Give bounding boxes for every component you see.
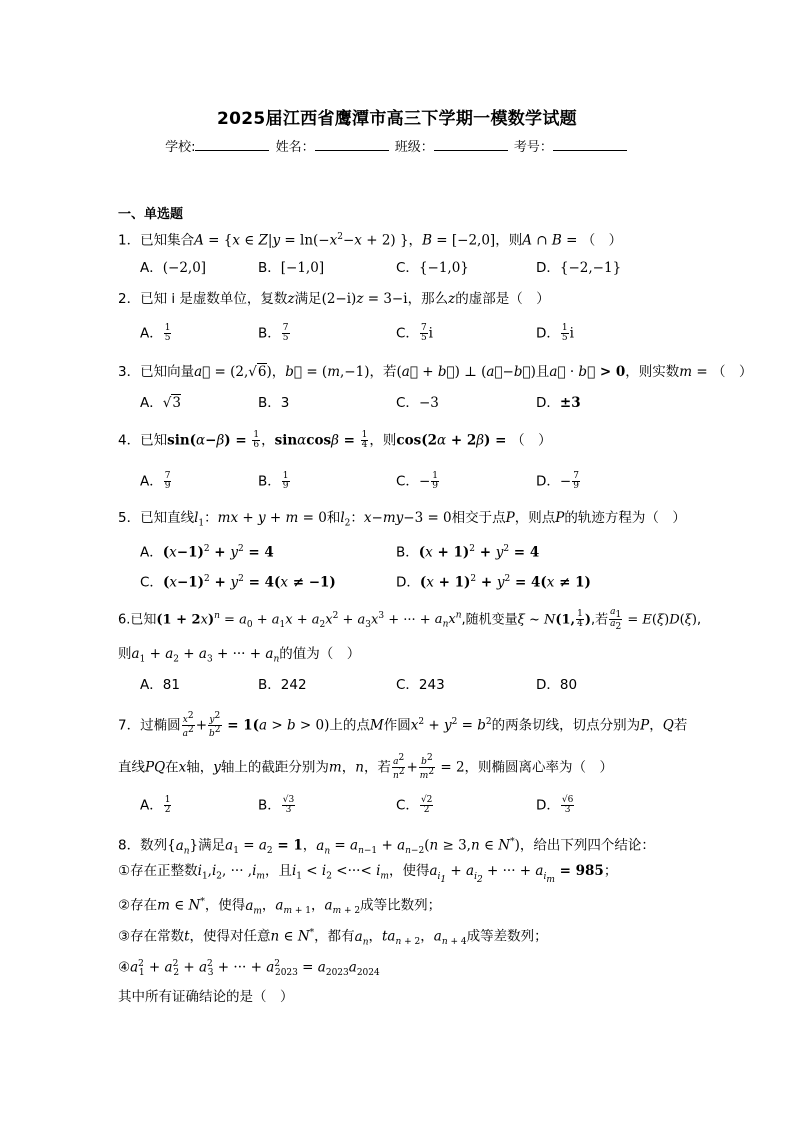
q6-option-d[interactable]: D．80 <box>536 677 578 693</box>
q1-option-b[interactable]: B．[−1,0] <box>258 260 325 276</box>
question-3: 3．已知向量a⃗ = (2,√6)，b⃗ = (m,−1)，若(a⃗ + b⃗) ⊥ (a⃗−b⃗)且a⃗ · b⃗ > 0，则实数m = （ ） <box>118 364 753 380</box>
q1-option-d[interactable]: D．{−2,−1} <box>536 260 622 276</box>
name-label: 姓名： <box>275 140 315 155</box>
class-label: 班级： <box>394 140 434 155</box>
question-5: 5．已知直线$l_1$：mx + y + m = 0和$l_2$：x−my−3 = 0相交于点P，则点P的轨迹方程为（ ） <box>118 510 686 529</box>
q8-conclusion-1: ①存在正整数$i_1,i_2$, ··· $,i_m$，且$i_1 < i_2$ <···< $i_m$，使得$a_{i_1} + a_{i_2}$ + ··· + $a_{i_m} = 985$； <box>118 863 618 885</box>
q7-option-b[interactable]: B． $\frac{√3}{3}$ <box>258 795 295 815</box>
q5-option-d[interactable]: D．$(x + 1)^2 + y^2 = 4(x \ne 1)$ <box>396 574 591 591</box>
question-7-line-2: 直线PQ在x轴，y轴上的截距分别为m，n，若 $\frac{a^2}{n^2}$ + $\frac{b^2}{m^2}$ = 2，则椭圆离心率为（ ） <box>118 753 614 781</box>
question-1: 1．已知集合A = {x ∈ $Z|y = \ln(-x^2-x + 2)$ }，B = [−2,0]，则A ∩ B = （ ） <box>118 232 623 249</box>
question-2: 2．已知 i 是虚数单位，复数z满足(2−i)z = 3−i，那么z的虚部是（ ） <box>118 291 550 307</box>
q4-option-b[interactable]: B． $\frac{1}{9}$ <box>258 471 289 491</box>
q2-option-c[interactable]: C． $\frac{7}{5}$ i <box>396 323 433 343</box>
question-4: 4．已知sin(α−β) = $\frac{1}{6}$ ，sinαcosβ = $\frac{1}{4}$ ，则cos(2α + 2β) = （ ） <box>118 430 552 450</box>
section-heading: 一、单选题 <box>118 207 184 222</box>
question-6: 6.已知$(1 + 2x)^n = a_0 + a_1x + a_2x^2 + a_3x^3$ + ··· + $a_nx^n$,随机变量ξ ~ N(1, $\frac{1}{4}$ ),若 $\frac{a_1}{a_2}$ = E(ξ)D(ξ), <box>118 606 702 633</box>
name-blank[interactable] <box>315 138 389 151</box>
q1-option-a[interactable]: A．(−2,0] <box>140 260 207 276</box>
exam-title: 2025届江西省鹰潭市高三下学期一模数学试题 <box>217 109 577 129</box>
q6-option-c[interactable]: C．243 <box>396 677 445 693</box>
school-label: 学校: <box>165 140 196 155</box>
q8-conclusion-2: ②存在m ∈ N*，使得$a_m$，$a_m$ $_{+ 1}$，$a_m$ $_{+ 2}$成等比数列； <box>118 897 442 917</box>
question-7: 7．过椭圆 $\frac{x^2}{a^2}$ + $\frac{y^2}{b^2}$ = 1(a > b > 0)上的点M作圆$x^2 + y^2 = b^2$的两条切线，切点分别为P，Q若 <box>118 711 688 739</box>
q5-option-c[interactable]: C．$(x-1)^2 + y^2 = 4(x \ne -1)$ <box>140 574 336 591</box>
q8-conclusion-3: ③存在常数t，使得对任意n ∈ N*，都有$a_n$，$ta_n$ $_{+ 2}$，$a_n$ $_{+ 4}$成等差数列； <box>118 928 548 948</box>
q6-option-a[interactable]: A．81 <box>140 677 180 693</box>
student-info-line <box>0 136 794 155</box>
q7-option-c[interactable]: C． $\frac{√2}{2}$ <box>396 795 433 815</box>
q2-option-a[interactable]: A． $\frac{1}{5}$ <box>140 323 171 343</box>
q3-option-c[interactable]: C．−3 <box>396 395 439 411</box>
exam-number-blank[interactable] <box>553 138 627 151</box>
class-blank[interactable] <box>434 138 508 151</box>
question-6-line-2: 则$a_1 + a_2 + a_3$ + ··· + $a_n$的值为（ ） <box>118 646 361 665</box>
school-blank[interactable] <box>195 138 269 151</box>
q3-option-d[interactable]: D．±3 <box>536 395 581 411</box>
q3-option-a[interactable]: A．√3 <box>140 395 181 411</box>
q3-option-b[interactable]: B．3 <box>258 395 290 411</box>
q7-option-d[interactable]: D． $\frac{√6}{3}$ <box>536 795 574 815</box>
q2-option-d[interactable]: D． $\frac{1}{5}$ i <box>536 323 574 343</box>
q2-option-b[interactable]: B． $\frac{7}{5}$ <box>258 323 289 343</box>
q6-option-b[interactable]: B．242 <box>258 677 307 693</box>
q5-option-a[interactable]: A．$(x-1)^2 + y^2 = 4$ <box>140 544 274 561</box>
q4-option-d[interactable]: D．− $\frac{7}{9}$ <box>536 471 579 491</box>
q4-option-c[interactable]: C．− $\frac{1}{9}$ <box>396 471 438 491</box>
q4-option-a[interactable]: A． $\frac{7}{9}$ <box>140 471 171 491</box>
question-8: 8．数列$\{a_n\}$满足$a_1 = a_2 = 1$，$a_n = a_{n-1} + a_{n-2}(n \ge 3,n$ ∈ N*)，给出下列四个结论： <box>118 837 655 857</box>
q8-conclusion-4: $④a^2_1 + a^2_2 + a^2_3$ + ··· + $a^2_{2023} = a_{2023}a_{2024}$ <box>118 959 380 979</box>
exam-number-label: 考号： <box>513 140 553 155</box>
q8-question-prompt: 其中所有证确结论的是（ ） <box>118 989 294 1005</box>
q5-option-b[interactable]: B．$(x + 1)^2 + y^2 = 4$ <box>396 544 540 561</box>
q1-option-c[interactable]: C．{−1,0} <box>396 260 469 276</box>
q7-option-a[interactable]: A． $\frac{1}{2}$ <box>140 795 171 815</box>
